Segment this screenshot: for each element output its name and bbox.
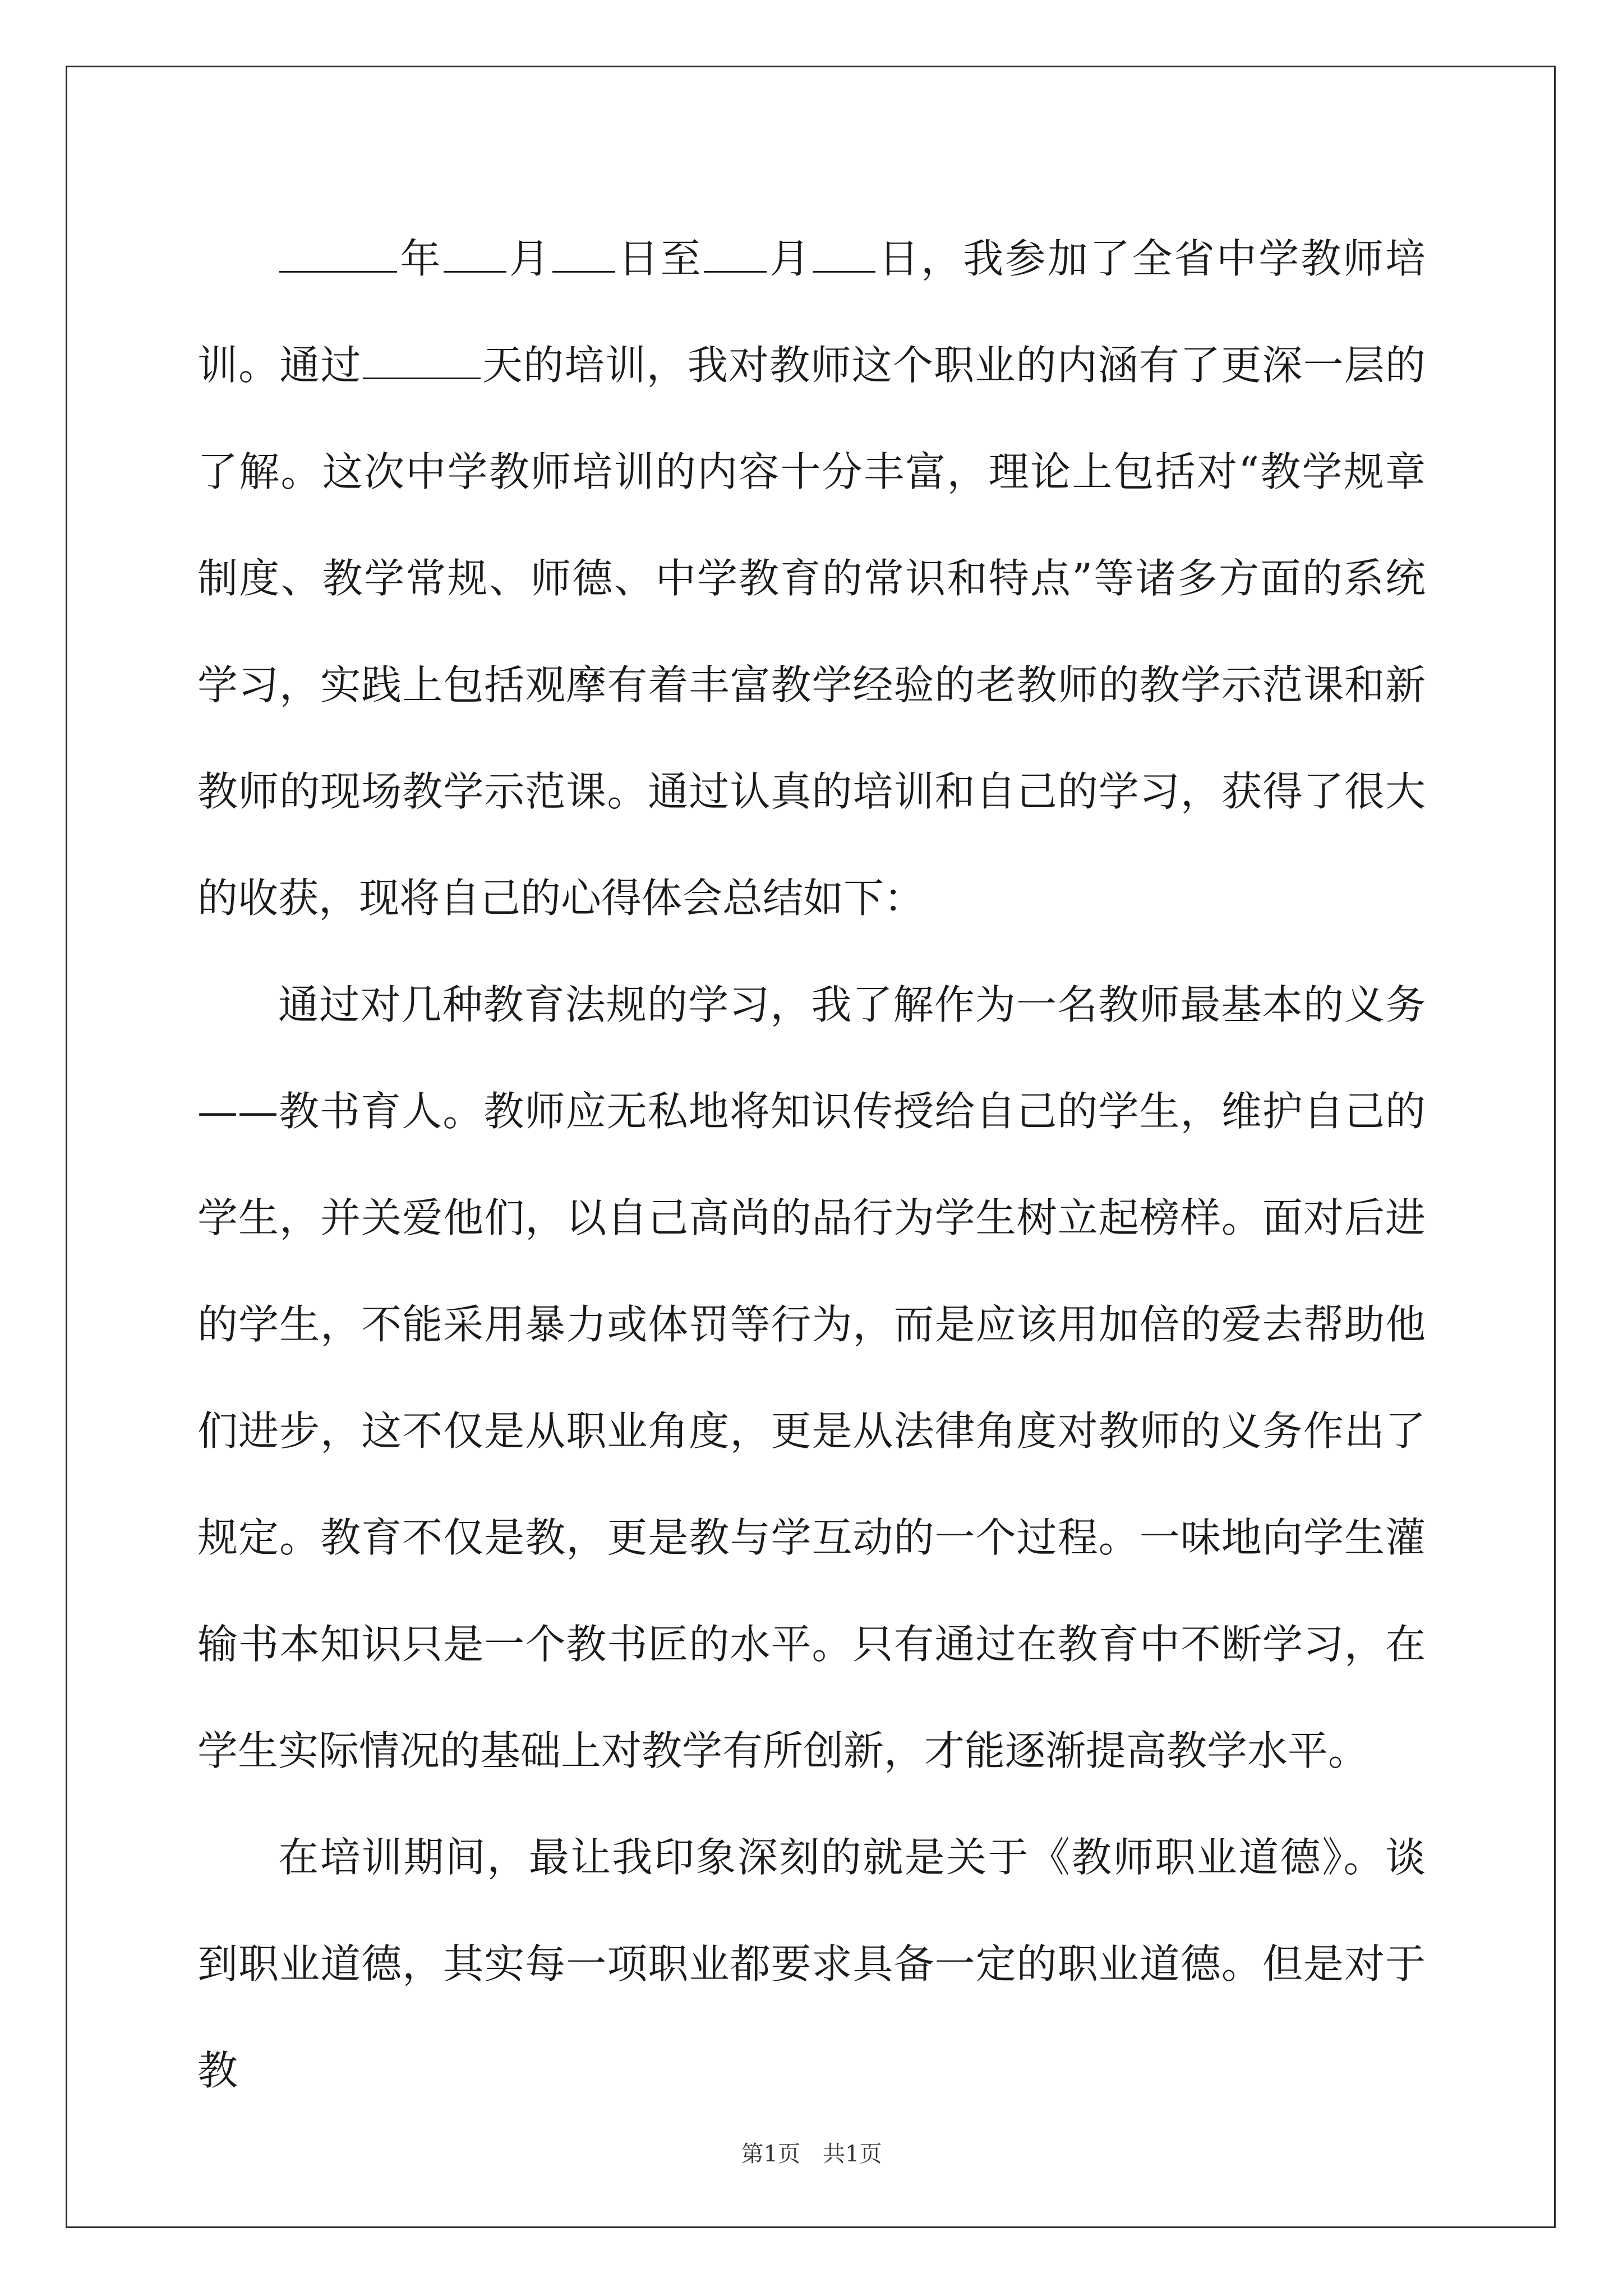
paragraph-text: 通过对几种教育法规的学习，我了解作为一名教师最基本的义务——教书育人。教师应无私地将知识传授给自己的学生，维护自己的学生，并关爱他们，以自己高尚的品行为学生树立起榜样。面对后进的学生，不能采用暴力或体罚等行为，而是应该用加倍的爱去帮助他们进步，这不仅是从职业角度，更是从法律角度对教师的义务作出了规定。教育不仅是教，更是教与学互动的一个过程。一味地向学生灌输书本知识只是一个教书匠的水平。只有通过在教育中不断学习，在学生实际情况的基础上对教学有所创新，才能逐渐提高教学水平。 [197, 981, 1426, 1774]
paragraph-2 [197, 951, 1426, 1804]
paragraph-text: 日，我参加了全省中学教师培训。通过 [197, 235, 1426, 389]
document-body [197, 205, 1426, 2124]
fill-in-blank-day [813, 236, 875, 273]
fill-in-blank-day [552, 236, 615, 273]
paragraph-text: 在培训期间，最让我印象深刻的就是关于《教师职业道德》。谈到职业道德，其实每一项职业都要求具备一定的职业道德。但是对于教 [197, 1834, 1426, 2094]
fill-in-blank-month [704, 236, 767, 273]
page-number-footer: 第1页 共1页 [741, 2141, 882, 2167]
paragraph-text: 月 [767, 235, 812, 282]
paragraph-text: 天的培训，我对教师这个职业的内涵有了更深一层的了解。这次中学教师培训的内容十分丰富，理论上包括对“教学规章制度、教学常规、师德、中学教育的常识和特点”等诸多方面的系统学习，实践上包括观摩有着丰富教学经验的老教师的教学示范课和新教师的现场教学示范课。通过认真的培训和自己的学习，获得了很大的收获，现将自己的心得体会总结如下： [197, 342, 1426, 922]
paragraph-text: 日至 [616, 235, 703, 282]
fill-in-blank-days [363, 343, 481, 379]
fill-in-blank-month [444, 236, 506, 273]
paragraph-text: 月 [507, 235, 552, 282]
fill-in-blank-year [279, 236, 397, 273]
paragraph-3 [197, 1804, 1426, 2124]
paragraph-1 [197, 205, 1426, 951]
paragraph-text: 年 [398, 235, 442, 282]
